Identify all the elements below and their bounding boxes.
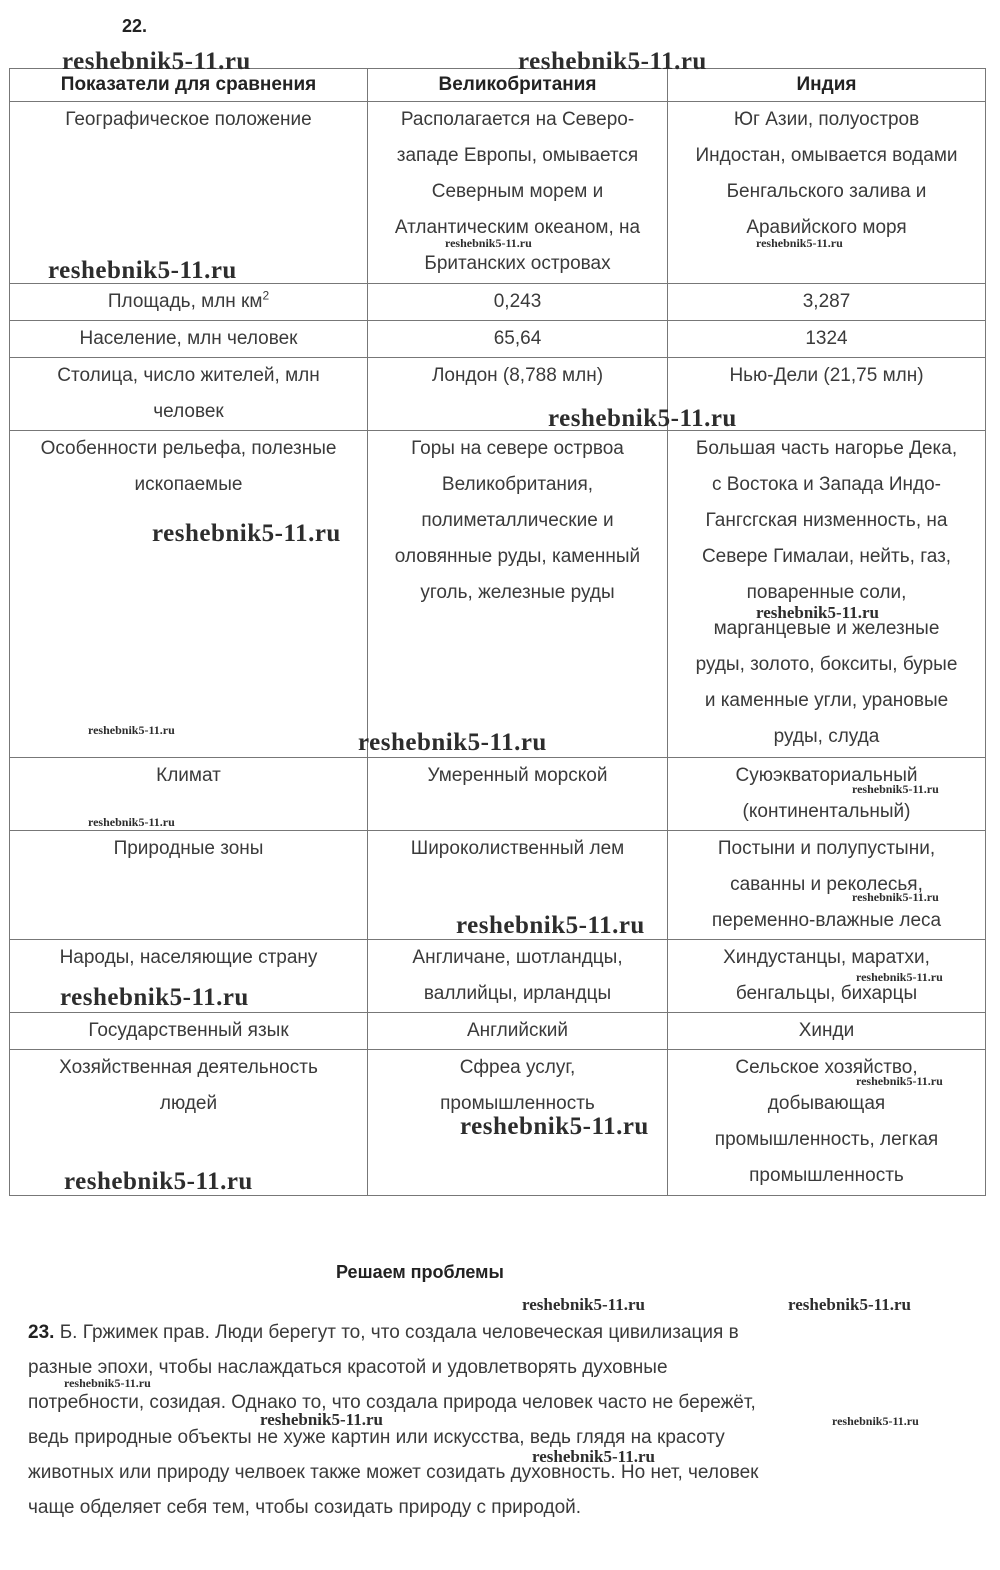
header-india: Индия bbox=[668, 69, 986, 102]
watermark: reshebnik5-11.ru bbox=[60, 984, 249, 1011]
header-indicators: Показатели для сравнения bbox=[10, 69, 368, 102]
table-row bbox=[10, 284, 986, 321]
cell-line: руды, золото, бокситы, бурые bbox=[695, 654, 958, 675]
cell-india bbox=[668, 1050, 986, 1196]
watermark: reshebnik5-11.ru bbox=[832, 1414, 919, 1428]
cell-line: промышленность, легкая bbox=[714, 1129, 939, 1150]
cell-line: человек bbox=[153, 401, 224, 422]
cell-line: Британских островах bbox=[424, 253, 611, 274]
table-row bbox=[10, 431, 986, 758]
cell-line: с Востока и Запада Индо- bbox=[711, 474, 941, 495]
cell-line: бенгальцы, бихарцы bbox=[735, 983, 918, 1004]
cell-uk bbox=[368, 758, 668, 831]
cell-line: оловянные руды, каменный bbox=[394, 546, 641, 567]
cell-uk bbox=[368, 102, 668, 284]
cell-uk bbox=[368, 284, 668, 321]
watermark: reshebnik5-11.ru bbox=[260, 1410, 383, 1429]
answer-line: 23. Б. Гржимек прав. Люди берегут то, что создала человеческая цивилизация в bbox=[28, 1322, 739, 1343]
cell-line: Англичане, шотландцы, bbox=[412, 947, 623, 968]
watermark: reshebnik5-11.ru bbox=[88, 815, 175, 829]
cell-line: Великобритания, bbox=[441, 474, 594, 495]
cell-line: Суюэкваториальный bbox=[735, 765, 918, 786]
cell-line: Народы, населяющие страну bbox=[59, 947, 318, 968]
cell-line: Бенгальского залива и bbox=[726, 181, 927, 202]
cell-line: руды, слуда bbox=[773, 726, 880, 747]
cell-line: Большая часть нагорье Дека, bbox=[695, 438, 958, 459]
cell-line: Гангсгская низменность, на bbox=[705, 510, 948, 531]
answer-line: ведь природные объекты не хуже картин или искусства, ведь глядя на красоту bbox=[28, 1427, 725, 1448]
cell-line: Северным морем и bbox=[431, 181, 604, 202]
watermark: reshebnik5-11.ru bbox=[852, 782, 939, 796]
cell-indicator bbox=[10, 284, 368, 321]
cell-line: Географическое положение bbox=[65, 109, 312, 130]
cell-line: западе Европы, омывается bbox=[396, 145, 639, 166]
answer-line: животных или природу челвоек также может созидать духовность. Но нет, человек bbox=[28, 1462, 759, 1483]
cell-line: Хинди bbox=[798, 1020, 855, 1041]
watermark: reshebnik5-11.ru bbox=[62, 48, 251, 75]
watermark: reshebnik5-11.ru bbox=[358, 729, 547, 756]
watermark: reshebnik5-11.ru bbox=[856, 970, 943, 984]
watermark: reshebnik5-11.ru bbox=[756, 603, 879, 622]
watermark: reshebnik5-11.ru bbox=[788, 1295, 911, 1314]
table-row bbox=[10, 1013, 986, 1050]
cell-uk bbox=[368, 1013, 668, 1050]
cell-line: валлийцы, ирландцы bbox=[423, 983, 612, 1004]
cell-uk bbox=[368, 321, 668, 358]
cell-line: уголь, железные руды bbox=[420, 582, 615, 603]
cell-line: Хозяйственная деятельность bbox=[59, 1057, 318, 1078]
unit-superscript: 2 bbox=[262, 288, 270, 303]
cell-line: Располагается на Северо- bbox=[400, 109, 635, 130]
cell-indicator bbox=[10, 758, 368, 831]
cell-uk bbox=[368, 940, 668, 1013]
cell-line: марганцевые и железные bbox=[713, 618, 940, 639]
watermark: reshebnik5-11.ru bbox=[64, 1376, 151, 1390]
watermark: reshebnik5-11.ru bbox=[856, 1074, 943, 1088]
table-row bbox=[10, 358, 986, 431]
watermark: reshebnik5-11.ru bbox=[48, 257, 237, 284]
cell-line: Аравийского моря bbox=[746, 217, 907, 238]
cell-line: Лондон (8,788 млн) bbox=[431, 365, 604, 386]
watermark: reshebnik5-11.ru bbox=[522, 1295, 645, 1314]
cell-line: и каменные угли, урановые bbox=[704, 690, 949, 711]
cell-line: Климат bbox=[156, 765, 221, 786]
cell-line: Площадь, млн км bbox=[107, 291, 263, 312]
watermark: reshebnik5-11.ru bbox=[756, 236, 843, 250]
cell-line-wrap bbox=[18, 284, 359, 320]
cell-line: Севере Гималаи, нейть, газ, bbox=[701, 546, 952, 567]
cell-line: саванны и реколесья, bbox=[730, 874, 923, 895]
answer-line: потребности, созидая. Однако то, что создала природа человек часто не бережёт, bbox=[28, 1392, 756, 1413]
cell-line: 1324 bbox=[805, 328, 848, 349]
watermark: reshebnik5-11.ru bbox=[532, 1447, 655, 1466]
watermark: reshebnik5-11.ru bbox=[152, 520, 341, 547]
cell-indicator bbox=[10, 321, 368, 358]
cell-india bbox=[668, 102, 986, 284]
cell-line: Природные зоны bbox=[113, 838, 264, 859]
cell-line: (континентальный) bbox=[742, 801, 911, 822]
table-row bbox=[10, 321, 986, 358]
cell-line: Умеренный морской bbox=[427, 765, 608, 786]
answer-line: чаще обделяет себя тем, чтобы созидать природу с природой. bbox=[28, 1497, 582, 1518]
cell-line: Индостан, омывается водами bbox=[695, 145, 958, 166]
cell-indicator bbox=[10, 1013, 368, 1050]
cell-line: ископаемые bbox=[134, 474, 243, 495]
watermark: reshebnik5-11.ru bbox=[460, 1113, 649, 1140]
cell-indicator bbox=[10, 831, 368, 940]
watermark: reshebnik5-11.ru bbox=[64, 1168, 253, 1195]
cell-line: Сельское хозяйство, bbox=[735, 1057, 918, 1078]
cell-line: Английский bbox=[466, 1020, 569, 1041]
task-23-number: 23. bbox=[28, 1322, 55, 1343]
watermark: reshebnik5-11.ru bbox=[852, 890, 939, 904]
cell-line: Постыни и полупустыни, bbox=[717, 838, 936, 859]
cell-line: людей bbox=[159, 1093, 218, 1114]
cell-line: добывающая bbox=[767, 1093, 886, 1114]
section-title: Решаем проблемы bbox=[336, 1262, 504, 1282]
cell-line: Нью-Дели (21,75 млн) bbox=[729, 365, 924, 386]
cell-line: Население, млн человек bbox=[79, 328, 298, 349]
cell-india bbox=[668, 284, 986, 321]
cell-line: 0,243 bbox=[493, 291, 542, 312]
answer-line: разные эпохи, чтобы наслаждаться красотой и удовлетворять духовные bbox=[28, 1357, 668, 1378]
cell-line: Особенности рельефа, полезные bbox=[40, 438, 337, 459]
cell-india bbox=[668, 431, 986, 758]
task-22-number: 22. bbox=[122, 16, 148, 36]
cell-line: промышленность bbox=[440, 1093, 595, 1114]
cell-line: промышленность bbox=[749, 1165, 904, 1186]
cell-line: 65,64 bbox=[493, 328, 542, 349]
watermark: reshebnik5-11.ru bbox=[88, 723, 175, 737]
cell-line: Горы на севере острвоа bbox=[411, 438, 624, 459]
cell-line: Юг Азии, полуостров bbox=[733, 109, 920, 130]
cell-line: Широколиственный лем bbox=[410, 838, 625, 859]
cell-indicator bbox=[10, 358, 368, 431]
cell-line: полиметаллические и bbox=[421, 510, 614, 531]
cell-line: Атлантическим океаном, на bbox=[394, 217, 641, 238]
cell-line: поваренные соли, bbox=[746, 582, 907, 603]
cell-line: Государственный язык bbox=[88, 1020, 289, 1041]
cell-indicator bbox=[10, 431, 368, 758]
watermark: reshebnik5-11.ru bbox=[518, 48, 707, 75]
watermark: reshebnik5-11.ru bbox=[456, 912, 645, 939]
task-23-answer bbox=[28, 1315, 958, 1525]
header-uk: Великобритания bbox=[368, 69, 668, 102]
cell-line: Сфреа услуг, bbox=[459, 1057, 576, 1078]
cell-line: Хиндустанцы, маратхи, bbox=[723, 947, 930, 968]
cell-line: переменно-влажные леса bbox=[711, 910, 942, 931]
cell-line: Столица, число жителей, млн bbox=[57, 365, 320, 386]
watermark: reshebnik5-11.ru bbox=[445, 236, 532, 250]
cell-uk bbox=[368, 431, 668, 758]
watermark: reshebnik5-11.ru bbox=[548, 405, 737, 432]
cell-line: 3,287 bbox=[802, 291, 851, 312]
cell-india bbox=[668, 831, 986, 940]
cell-india bbox=[668, 321, 986, 358]
cell-india bbox=[668, 1013, 986, 1050]
